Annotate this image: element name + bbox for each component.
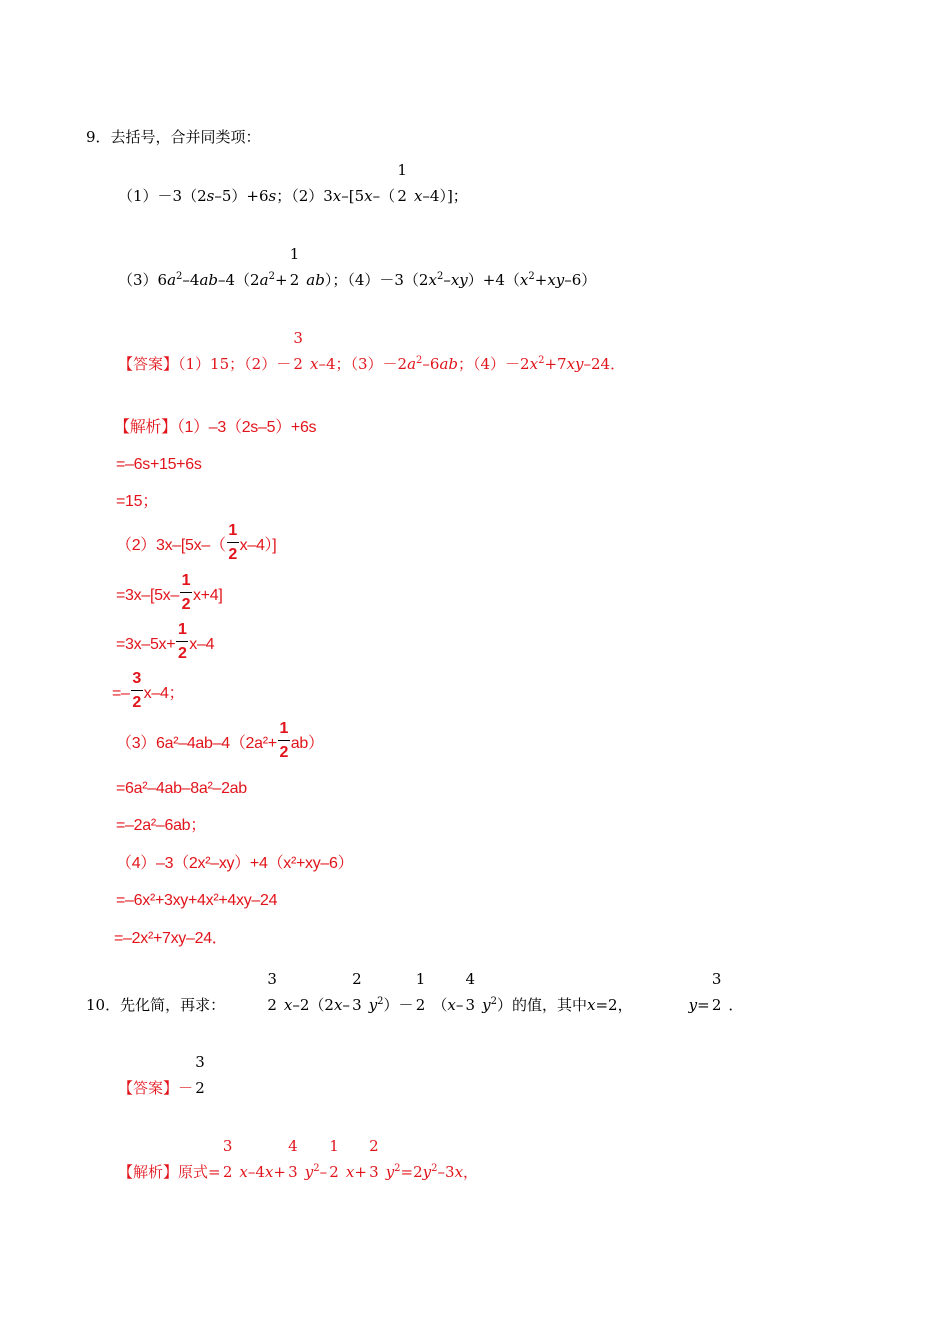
analysis-line: 【解析】（1）–3（2s–5）+6s <box>114 419 317 436</box>
fraction-three-halves: 3 2 <box>222 1137 233 1181</box>
fraction-half: $\frac{1}{2}$ <box>177 621 187 662</box>
analysis-line: =–2a²–6ab； <box>116 817 206 834</box>
fraction-two-thirds: 2 3 <box>369 1137 379 1181</box>
analysis-line: =–6s+15+6s <box>116 456 202 473</box>
fraction-three-halves: 3 2 <box>267 970 277 1014</box>
fraction-three-halves: 3 2 <box>711 970 722 1014</box>
fraction-half: 1 2 <box>329 1137 339 1181</box>
analysis-line: =6a²–4ab–8a²–2ab <box>116 780 247 797</box>
analysis-line: =3x–5x+ $\frac{1}{2}$ x–4 <box>116 621 215 662</box>
analysis-line: =3x–[5x– $\frac{1}{2}$ x+4] <box>116 572 223 613</box>
fraction-half: 1 2 <box>415 970 426 1014</box>
analysis-line: （4）–3（2x²–xy）+4（x²+xy–6） <box>116 855 354 872</box>
fraction-half: 1 2 <box>289 245 300 289</box>
fraction-half: 1 2 <box>397 161 407 205</box>
fraction-half: $\frac{1}{2}$ <box>181 572 191 613</box>
q10-analysis: 【解析】原式= 3 2 x–4x+ 4 3 $y^2-$ 1 2 x+ 2 3 $y^2=2y^2-3x$， <box>118 1137 479 1181</box>
fraction-four-thirds: 4 3 <box>288 1137 298 1181</box>
fraction-half: $\frac{1}{2}$ <box>279 720 289 761</box>
analysis-line: =–2x²+7xy–24． <box>114 930 228 947</box>
q10-title: 10．先化简，再求： 3 2 x–2（2x– 2 3 $y^2)-$ 1 2 （x– 4 3 $y^2$）的值，其中x=2， y= 3 2 ． <box>86 970 744 1014</box>
q9-line-2: $(3)6a^2-4ab-4(2a^2+$ 1 2 ab）；$(4)-3(2x^2-xy)+4(x^2+xy-6)$ <box>118 245 597 289</box>
fraction-three-halves: 3 2 <box>195 1053 205 1097</box>
fraction-two-thirds: 2 3 <box>352 970 362 1014</box>
analysis-line: =– $\frac{3}{2}$ x–4； <box>112 670 185 711</box>
q10-answer: 【答案】－ 3 2 <box>118 1078 207 1098</box>
analysis-line: （3）6a²–4ab–4（2a²+ $\frac{1}{2}$ ab） <box>116 720 324 761</box>
analysis-line: （2）3x–[5x–（ $\frac{1}{2}$ x–4）] <box>116 522 277 563</box>
analysis-line: =15； <box>116 493 158 510</box>
q9-title: 9．去括号，合并同类项： <box>86 128 261 146</box>
q9-answer: 【答案】（1）15；（2）－ 3 2 x–4；$(3)-2a^2-6ab$；$(4)-2x^2+7xy-24$． <box>118 329 626 373</box>
analysis-line: =–6x²+3xy+4x²+4xy–24 <box>116 892 278 909</box>
fraction-three-halves: $\frac{3}{2}$ <box>132 670 141 711</box>
fraction-three-halves: 3 2 <box>293 329 303 373</box>
fraction-half: $\frac{1}{2}$ <box>228 522 237 563</box>
q9-line-1: （1）－3（2s–5）+6s；（2）3x–[5x–（ 1 2 x–4）]； <box>118 161 468 205</box>
fraction-four-thirds: 4 3 <box>465 970 476 1014</box>
